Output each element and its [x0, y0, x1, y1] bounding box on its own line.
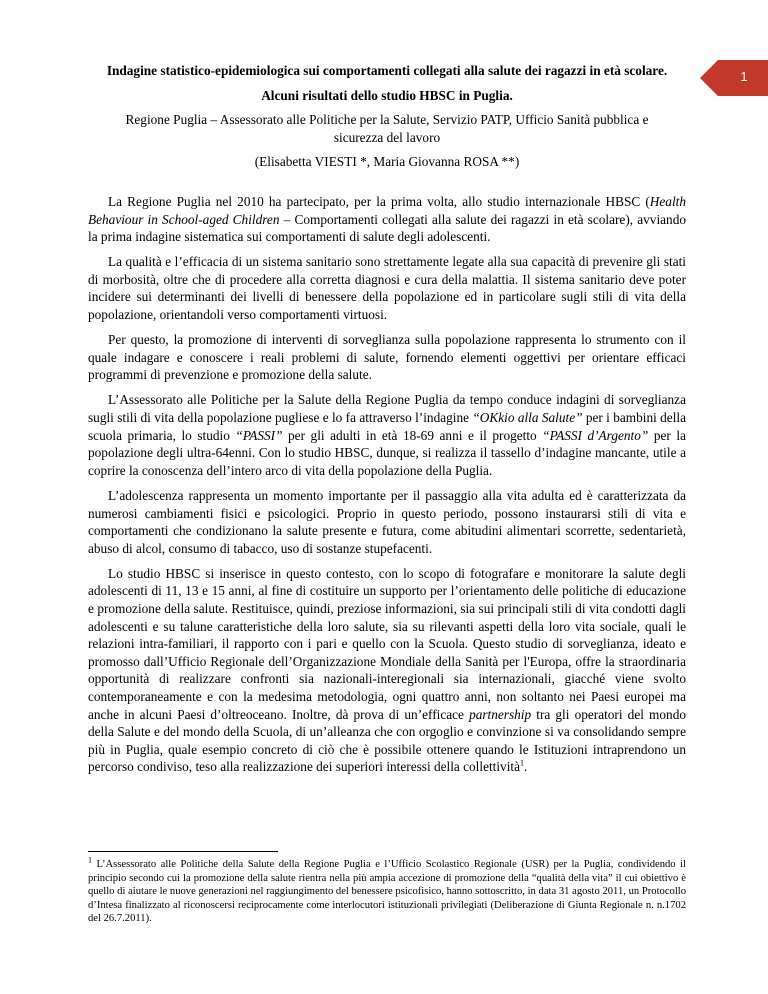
footnote-marker: 1: [88, 855, 92, 865]
paragraph-4: [88, 391, 686, 479]
footnote: [88, 855, 686, 926]
footnote-reference[interactable]: 1: [520, 758, 524, 768]
paragraph-2: La qualità e l’efficacia di un sistema sanitario sono strettamente legate alla sua capacità di prevenire gli stati di morbosità, oltre che di procedere alla corretta diagnosi e cura della malattia. Il sistema sanitario deve poter incidere sui determinanti dei livelli di benessere della popolazione ed in particolare sugli stili di vita della popolazione, orientandoli verso comportamenti virtuosi.: [88, 254, 686, 323]
paragraph-4-italic-okkio: “OKkio alla Salute”: [472, 410, 583, 426]
paragraph-6-italic-partnership: partnership: [469, 706, 532, 722]
paragraph-4-text-g: per la popolazione degli ultra-64enni. Con lo studio HBSC, dunque, si realizza il tassello d’indagine mancante, utile a coprire la conoscenza dell’intero arco di vita della popolazione della Puglia.: [88, 427, 686, 478]
page-number-tab: [700, 60, 768, 96]
paragraph-4-text-c: per i bambini della scuola primaria, lo studio: [88, 410, 686, 443]
organization-line: Regione Puglia – Assessorato alle Politiche per la Salute, Servizio PATP, Ufficio Sanità pubblica e sicurezza del lavoro: [125, 112, 649, 145]
paragraph-1: [88, 193, 686, 246]
footnote-text: L’Assessorato alle Politiche della Salute della Regione Puglia e l’Ufficio Scolastico Regionale (USR) per la Puglia, condividendo il principio secondo cui la promozione della salute rientra nella più ampia accezione di promozione della “qualità della vita” il cui obiettivo è quello di aiutare le nuove generazioni nel raggiungimento del benessere psicofisico, hanno sottoscritto, in data 31 agosto 2011, un Protocollo d’Intesa finalizzato al riconoscersi reciprocamente come interlocutori istituzionali privilegiati (Deliberazione di Giunta Regionale n. n.1702 del 26.7.2011).: [88, 859, 686, 925]
footnote-separator: [88, 851, 278, 852]
paragraph-1-text-a: La Regione Puglia nel 2010 ha partecipato, per la prima volta, allo studio internazionale HBSC (: [108, 194, 650, 209]
document-title: Indagine statistico-epidemiologica sui comportamenti collegati alla salute dei ragazzi in età scolare.: [106, 63, 668, 78]
paragraph-4-italic-passi-argento: “PASSI d’Argento”: [542, 427, 649, 443]
document-subtitle: Alcuni risultati dello studio HBSC in Puglia.: [261, 88, 513, 103]
paragraph-3: Per questo, la promozione di interventi di sorveglianza sulla popolazione rappresenta lo strumento con il quale indagare e conoscere i reali problemi di salute, fornendo elementi oggettivi per orientare efficaci programmi di prevenzione e promozione della salute.: [88, 332, 686, 383]
paragraph-1-italic-study-name: Health Behaviour in School-aged Children: [88, 194, 686, 227]
paragraph-6-text-d: .: [524, 759, 528, 775]
paragraph-6-text-c: tra gli operatori del mondo della Salute e del mondo della Scuola, di un’alleanza che con orgoglio e convinzione si va consolidando sempre più in Puglia, quale esempio concreto di ciò che è possibile ottenere quando le Istituzioni intraprendono un percorso condiviso, teso alla realizzazione dei superiori interessi della collettività: [88, 706, 686, 775]
document-body: [88, 193, 686, 776]
paragraph-4-italic-passi: “PASSI”: [235, 427, 283, 443]
paragraph-5: L’adolescenza rappresenta un momento importante per il passaggio alla vita adulta ed è caratterizzata da numerosi cambiamenti fisici e psicologici. Proprio in questo periodo, possono instaurarsi stili di vita e comportamenti che condizionano la salute presente e futura, come abitudini alimentari scorrette, sedentarietà, abuso di alcol, consumo di tabacco, uso di sostanze stupefacenti.: [88, 487, 686, 556]
authors-line: (Elisabetta VIESTI *, Maria Giovanna ROSA **): [254, 154, 520, 169]
page-number: 1: [740, 69, 748, 84]
paragraph-4-text-a: L’Assessorato alle Politiche per la Salute della Regione Puglia da tempo conduce indagini di sorveglianza sugli stili di vita della popolazione pugliese e lo fa attraverso l’indagine: [88, 392, 686, 426]
paragraph-6: [88, 565, 686, 776]
document-content: [88, 62, 686, 783]
paragraph-1-text-c: – Comportamenti collegati alla salute dei ragazzi in età scolare), avviando la prima indagine sistematica sui comportamenti di salute degli adolescenti.: [88, 211, 686, 245]
paragraph-4-text-e: per gli adulti in età 18-69 anni e il progetto: [282, 427, 543, 443]
paragraph-6-text-a: Lo studio HBSC si inserisce in questo contesto, con lo scopo di fotografare e monitorare la salute degli adolescenti di 11, 13 e 15 anni, al fine di costituire un supporto per l’orientamento delle politiche di educazione e promozione della salute. Restituisce, quindi, preziose informazioni, sia sui principali stili di vita condotti dagli adolescenti e su talune caratteristiche della loro salute, sia su rilevanti aspetti della loro vita sociale, quali le relazioni intra-familiari, il rapporto con i pari e quello con la Scuola. Questo studio di sorveglianza, ideato e promosso dall’Ufficio Regionale dell’Organizzazione Mondiale della Sanità per l'Europa, offre la straordinaria opportunità di realizzare confronti sia nazionali-interegionali sia internazionali, giacché viene svolto contemporaneamente e con la medesima metodologia, ogni quattro anni, non soltanto nei Paesi europei ma anche in alcuni Paesi d’oltreoceano. Inoltre, dà prova di un’efficace: [88, 565, 686, 722]
